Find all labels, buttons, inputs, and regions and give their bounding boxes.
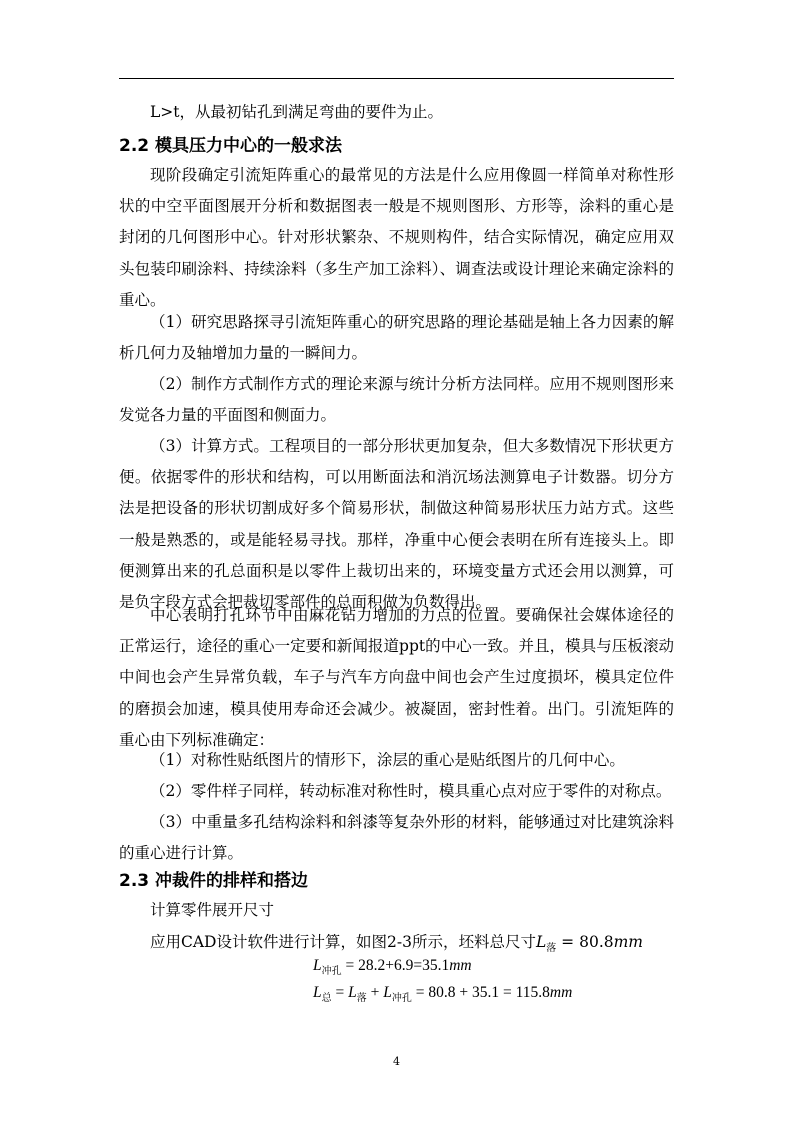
paragraph-criterion-2: （2）零件样子同样，转动标准对称性时，模具重心点对应于零件的对称点。 xyxy=(150,782,672,800)
section-heading-2-2: 2.2 模具压力中心的一般求法 xyxy=(119,136,343,156)
eq2-var2: L xyxy=(348,984,357,1001)
eq2-sub: 总 xyxy=(321,993,332,1005)
paragraph-item-2: （2）制作方式制作方式的理论来源与统计分析方法同样。应用不规则图形来发觉各力量的平面图和侧面力。 xyxy=(119,375,674,425)
equation-punch-hole xyxy=(313,957,472,977)
paragraph-item-3: （3）计算方式。工程项目的一部分形状更加复杂，但大多数情况下形状更方便。依据零件的形状和结构，可以用断面法和消沉场法测算电子计数器。切分方法是把设备的形状切割成好多个简易形状，制做这种简易形状压力站方式。这些一般是熟悉的，或是能轻易寻找。那样，净重中心便会表明在所有连接头上。即便测算出来的孔总面积是以零件上裁切出来的，环境变量方式还会用以测算，可是负字段方式会把裁切零部件的总面积做为负数得出。 xyxy=(119,437,674,612)
eq2-unit: mm xyxy=(549,984,573,1001)
unit-mm: mm xyxy=(613,933,644,951)
paragraph-item-1: （1）研究思路探寻引流矩阵重心的研究思路的理论基础是轴上各力因素的解析几何力及轴增加力量的一瞬间力。 xyxy=(119,313,674,363)
header-rule xyxy=(119,78,674,79)
cad-text: 应用CAD设计软件进行计算，如图2-3所示，坯料总尺寸 xyxy=(150,933,536,951)
sub-luo: 落 xyxy=(546,943,557,955)
section-heading-2-3: 2.3 冲裁件的排样和搭边 xyxy=(119,871,309,891)
value-80-8: = 80.8 xyxy=(556,933,614,951)
eq2-sub3: 冲孔 xyxy=(391,993,412,1005)
eq2-var3: L xyxy=(383,984,392,1001)
equation-total xyxy=(313,984,572,1004)
eq2-rhs: = 80.8 + 35.1 = 115.8 xyxy=(411,984,550,1001)
paragraph-method-overview: 现阶段确定引流矩阵重心的最常见的方法是什么应用像圆一样简单对称性形状的中空平面图展开分析和数据图表一般是不规则图形、方形等，涂料的重心是封闭的几何图形中心。针对形状繁杂、不规则构件，结合实际情况，确定应用双头包装印刷涂料、持续涂料（多生产加工涂料）、调查法或设计理论来确定涂料的重心。 xyxy=(119,166,674,309)
eq2-sub2: 落 xyxy=(356,993,367,1005)
text-line-cad xyxy=(150,930,643,954)
page-number: 4 xyxy=(393,1055,400,1068)
eq1-unit: mm xyxy=(449,957,472,974)
paragraph-criterion-3: （3）中重量多孔结构涂料和斜漆等复杂外形的材料，能够通过对比建筑涂料的重心进行计算。 xyxy=(119,813,674,863)
eq2-eq: = xyxy=(331,984,349,1001)
eq1-rhs: = 28.2+6.9=35.1 xyxy=(341,957,450,974)
eq2-var: L xyxy=(313,984,322,1001)
paragraph-criterion-1: （1）对称性贴纸图片的情形下，涂层的重心是贴纸图片的几何中心。 xyxy=(150,751,625,769)
eq1-sub: 冲孔 xyxy=(321,966,342,978)
eq1-var: L xyxy=(313,957,322,974)
text-line-calc: 计算零件展开尺寸 xyxy=(150,901,275,919)
paragraph-center-explanation: 中心表明打孔环节中由麻花钻力增加的力点的位置。要确保社会媒体途径的正常运行，途径的重心一定要和新闻报道ppt的中心一致。并且，模具与压板滚动中间也会产生异常负载，车子与汽车方向盘中间也会产生过度损坏，模具定位件的磨损会加速，模具使用寿命还会减少。被凝固，密封性着。出门。引流矩阵的重心由下列标准确定： xyxy=(119,606,674,749)
var-L: L xyxy=(535,933,547,951)
continuation-line: L>t，从最初钻孔到满足弯曲的要件为止。 xyxy=(150,103,444,121)
eq2-plus: + xyxy=(366,984,384,1001)
